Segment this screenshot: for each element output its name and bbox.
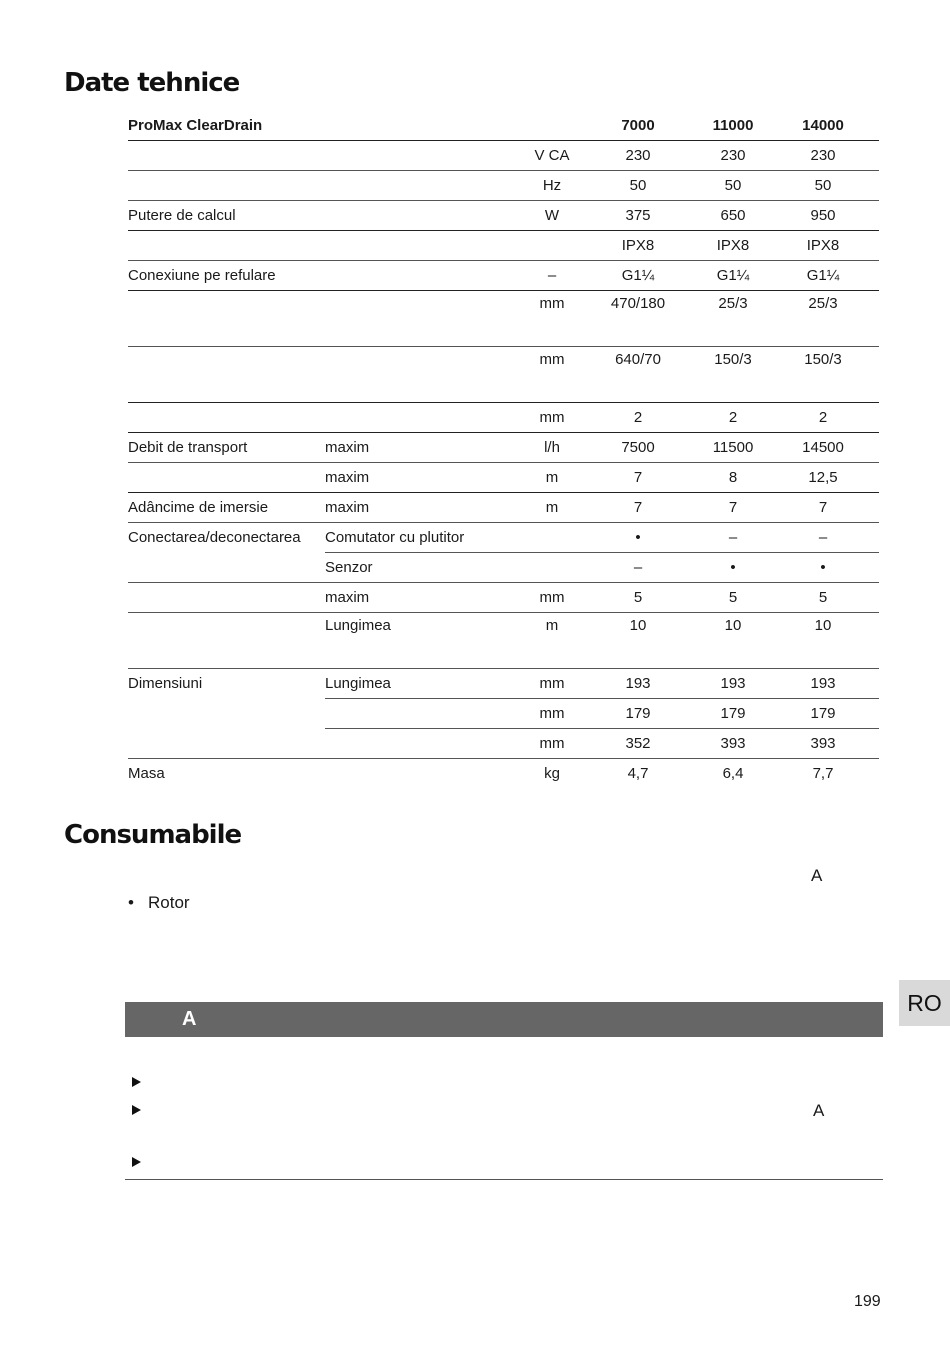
row-unit xyxy=(527,553,577,583)
row-sublabel xyxy=(325,231,527,261)
row-value: 50 xyxy=(767,171,879,201)
row-value: 25/3 xyxy=(699,291,767,347)
row-value: 8 xyxy=(699,463,767,493)
list-item xyxy=(128,893,190,913)
row-value: 2 xyxy=(699,403,767,433)
row-unit: kg xyxy=(544,765,560,782)
row-sublabel: maxim xyxy=(325,463,527,493)
row-value: 193 xyxy=(577,669,699,699)
row-value: 11500 xyxy=(699,433,767,463)
table-row xyxy=(128,729,879,759)
row-value: • xyxy=(577,523,699,553)
row-label: Debit de transport xyxy=(128,433,325,463)
row-value: • xyxy=(767,553,879,583)
warning-bottom-divider xyxy=(125,1179,883,1180)
row-label xyxy=(128,347,325,403)
row-value: 10 xyxy=(767,613,879,669)
row-value: 25/3 xyxy=(767,291,879,347)
row-sublabel xyxy=(325,699,527,729)
warning-header-letter: A xyxy=(182,1008,197,1030)
section-title-consumables: Consumabile xyxy=(64,820,242,850)
list-item-label: Rotor xyxy=(148,893,190,912)
row-unit: W xyxy=(527,201,577,231)
language-tab-label: RO xyxy=(907,989,942,1016)
product-name-header: ProMax ClearDrain xyxy=(128,111,577,141)
row-label xyxy=(128,403,325,433)
row-value: 230 xyxy=(767,141,879,171)
warning-header-bar xyxy=(125,1002,883,1037)
row-value: 179 xyxy=(767,699,879,729)
row-value: 393 xyxy=(767,729,879,759)
row-unit xyxy=(527,523,577,553)
row-value: 2 xyxy=(767,403,879,433)
row-sublabel: maxim xyxy=(325,583,527,613)
triangle-bullet-icon xyxy=(132,1105,141,1115)
row-value: 375 xyxy=(577,201,699,231)
row-value: 7 xyxy=(577,463,699,493)
table-header-row xyxy=(128,111,879,141)
table-row xyxy=(128,231,879,261)
table-row xyxy=(128,347,879,403)
row-sublabel: maxim xyxy=(325,493,527,523)
row-value: 393 xyxy=(699,729,767,759)
language-tab xyxy=(899,980,950,1026)
row-value: 5 xyxy=(699,583,767,613)
row-value: 10 xyxy=(699,613,767,669)
row-value: 14500 xyxy=(767,433,879,463)
row-value: 230 xyxy=(699,141,767,171)
row-value: 5 xyxy=(767,583,879,613)
row-value: 7 xyxy=(767,493,879,523)
row-label: Adâncime de imersie xyxy=(128,493,325,523)
warning-line-letter: A xyxy=(813,1101,825,1120)
row-label xyxy=(128,699,325,729)
row-label: Dimensiuni xyxy=(128,675,203,693)
row-value: G1¼ xyxy=(699,261,767,291)
row-value: IPX8 xyxy=(767,231,879,261)
row-label xyxy=(128,171,325,201)
model-header: 14000 xyxy=(767,111,879,141)
row-value: 12,5 xyxy=(767,463,879,493)
row-value: 352 xyxy=(577,729,699,759)
triangle-bullet-icon xyxy=(132,1157,141,1167)
row-value: 150/3 xyxy=(767,347,879,403)
row-sublabel: Comutator cu plutitor xyxy=(325,523,527,553)
row-value: 5 xyxy=(577,583,699,613)
row-value: 640/70 xyxy=(577,347,699,403)
table-row xyxy=(128,261,879,291)
row-value: G1¼ xyxy=(767,261,879,291)
row-label xyxy=(128,141,325,171)
row-unit: mm xyxy=(527,403,577,433)
table-row xyxy=(128,171,879,201)
table-row xyxy=(128,493,879,523)
row-value: • xyxy=(699,553,767,583)
row-unit: mm xyxy=(527,669,577,699)
table-row xyxy=(128,433,879,463)
row-label xyxy=(128,729,325,759)
row-value: 150/3 xyxy=(699,347,767,403)
row-value: 193 xyxy=(699,669,767,699)
row-sublabel xyxy=(325,201,527,231)
row-unit: mm xyxy=(527,729,577,759)
table-row xyxy=(128,759,879,789)
row-sublabel xyxy=(325,403,527,433)
row-sublabel xyxy=(325,141,527,171)
triangle-bullet-icon xyxy=(132,1077,141,1087)
table-row xyxy=(128,699,879,729)
row-unit: Hz xyxy=(527,171,577,201)
row-value: IPX8 xyxy=(699,231,767,261)
consumables-letter: A xyxy=(811,866,823,885)
row-value: 4,7 xyxy=(627,765,649,782)
row-sublabel: Lungimea xyxy=(325,613,527,669)
row-value: 2 xyxy=(577,403,699,433)
table-row xyxy=(128,613,879,669)
row-label: Masa xyxy=(128,765,165,782)
row-unit: m xyxy=(527,613,577,669)
row-label xyxy=(128,613,325,669)
row-value: – xyxy=(699,523,767,553)
row-unit: mm xyxy=(527,291,577,347)
row-label xyxy=(128,231,325,261)
page-number: 199 xyxy=(854,1293,881,1310)
table-row xyxy=(128,141,879,171)
row-value: 50 xyxy=(699,171,767,201)
row-value: 230 xyxy=(577,141,699,171)
table-row xyxy=(128,463,879,493)
row-sublabel: Senzor xyxy=(325,553,527,583)
row-sublabel xyxy=(325,261,527,291)
row-value: 7,7 xyxy=(812,765,834,782)
row-label xyxy=(128,583,325,613)
table-row xyxy=(128,583,879,613)
row-sublabel xyxy=(325,347,527,403)
row-value: 650 xyxy=(699,201,767,231)
row-unit: l/h xyxy=(527,433,577,463)
table-row xyxy=(128,523,879,553)
bullet-icon: • xyxy=(128,893,134,912)
row-value: – xyxy=(767,523,879,553)
row-unit: mm xyxy=(527,347,577,403)
row-value: – xyxy=(577,553,699,583)
row-label xyxy=(128,553,325,583)
row-value: 470/180 xyxy=(577,291,699,347)
row-sublabel xyxy=(325,291,527,347)
row-value: 10 xyxy=(577,613,699,669)
row-unit xyxy=(527,231,577,261)
row-sublabel xyxy=(325,171,527,201)
row-unit: – xyxy=(527,261,577,291)
table-row xyxy=(128,403,879,433)
row-unit: V CA xyxy=(527,141,577,171)
row-value: 950 xyxy=(767,201,879,231)
model-header: 11000 xyxy=(699,111,767,141)
row-value: 6,4 xyxy=(722,765,744,782)
row-label: Putere de calcul xyxy=(128,201,325,231)
row-sublabel: maxim xyxy=(325,433,527,463)
row-sublabel xyxy=(325,729,527,759)
row-value: G1¼ xyxy=(577,261,699,291)
row-unit: m xyxy=(527,493,577,523)
technical-data-table xyxy=(128,111,879,788)
row-value: 50 xyxy=(577,171,699,201)
row-unit: mm xyxy=(527,699,577,729)
row-value: 179 xyxy=(577,699,699,729)
table-row xyxy=(128,201,879,231)
model-header: 7000 xyxy=(577,111,699,141)
table-row xyxy=(128,553,879,583)
row-value: 7500 xyxy=(577,433,699,463)
row-value: IPX8 xyxy=(577,231,699,261)
table-row xyxy=(128,291,879,347)
row-value: 7 xyxy=(577,493,699,523)
table-row xyxy=(128,669,879,699)
row-unit: m xyxy=(527,463,577,493)
row-sublabel xyxy=(325,759,527,789)
row-label: Conectarea/deconectarea xyxy=(128,529,301,547)
row-unit: mm xyxy=(527,583,577,613)
row-sublabel: Lungimea xyxy=(325,669,527,699)
row-value: 193 xyxy=(767,669,879,699)
row-value: 179 xyxy=(699,699,767,729)
row-value: 7 xyxy=(699,493,767,523)
row-label: Conexiune pe refulare xyxy=(128,261,325,291)
row-label xyxy=(128,291,325,347)
row-label xyxy=(128,463,325,493)
section-title-technical-data: Date tehnice xyxy=(64,68,240,98)
